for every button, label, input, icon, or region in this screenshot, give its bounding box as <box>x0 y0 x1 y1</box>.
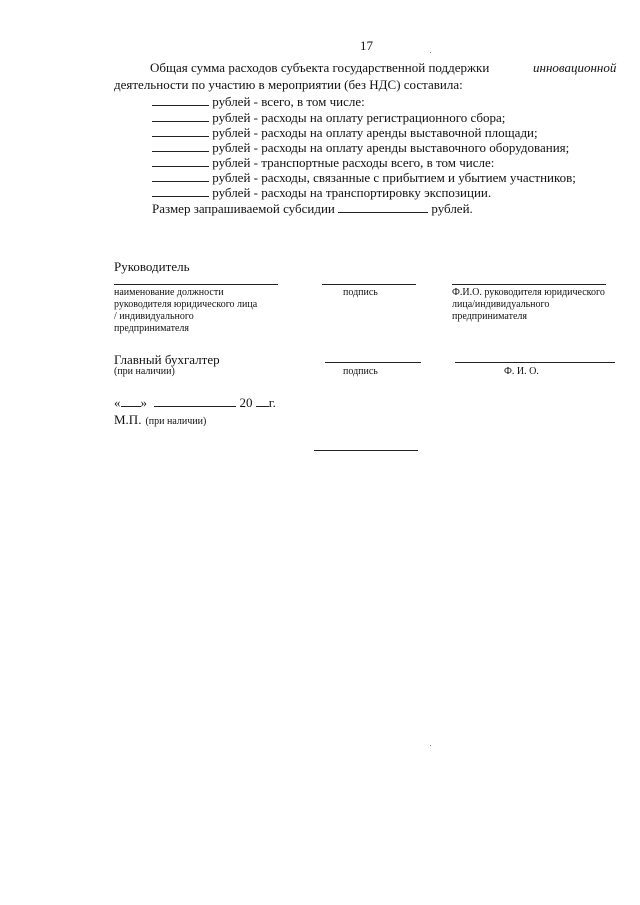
year-blank <box>256 395 269 407</box>
director-name-line <box>452 284 606 285</box>
expense-line <box>152 185 491 200</box>
accountant-name-caption: Ф. И. О. <box>504 366 539 377</box>
subsidy-amount-blank <box>338 201 428 213</box>
accountant-title: Главный бухгалтер <box>114 352 220 367</box>
expense-label: рублей - расходы, связанные с прибытием и убытием участников; <box>212 170 576 185</box>
accountant-note: (при наличии) <box>114 366 175 377</box>
date-line <box>114 395 276 410</box>
stamp-line <box>114 411 206 429</box>
expense-line <box>152 110 505 125</box>
intro-line-2: деятельности по участию в мероприятии (без НДС) составила: <box>114 77 463 92</box>
caption-line: лица/индивидуального <box>452 299 550 310</box>
director-title: Руководитель <box>114 259 190 274</box>
accountant-signature-caption: подпись <box>343 366 378 377</box>
director-signature-caption: подпись <box>343 287 378 298</box>
expense-line <box>152 155 494 170</box>
subsidy-line <box>152 201 473 216</box>
caption-line: предпринимателя <box>114 323 189 334</box>
caption-line: Ф.И.О. руководителя юридического <box>452 287 605 298</box>
expense-label: рублей - расходы на оплату аренды выставочной площади; <box>212 125 538 140</box>
stamp-label: М.П. <box>114 412 142 427</box>
date-close-quote: » <box>140 395 147 410</box>
expense-label: рублей - расходы на оплату регистрационного сбора; <box>212 110 506 125</box>
subsidy-suffix: рублей. <box>431 201 473 216</box>
date-open-quote: « <box>114 395 121 410</box>
scan-speck <box>430 52 431 53</box>
day-blank <box>121 395 141 407</box>
director-signature-line <box>322 284 416 285</box>
expense-label: рублей - расходы на оплату аренды выставочного оборудования; <box>212 140 570 155</box>
expense-line <box>152 125 538 140</box>
accountant-signature-line <box>325 362 421 363</box>
caption-line: / индивидуального <box>114 311 194 322</box>
page-number: 17 <box>360 38 373 53</box>
intro-line-1-left: Общая сумма расходов субъекта государственной поддержки <box>150 60 490 75</box>
amount-blank <box>152 140 209 152</box>
expense-label: рублей - транспортные расходы всего, в том числе: <box>212 155 495 170</box>
year-suffix: г. <box>268 395 276 410</box>
amount-blank <box>152 125 209 137</box>
accountant-name-line <box>455 362 615 363</box>
year-prefix: 20 <box>239 395 253 410</box>
scan-speck <box>430 745 431 746</box>
intro-line-1-right: инновационной <box>533 60 617 75</box>
expense-label: рублей - всего, в том числе: <box>212 94 365 109</box>
stamp-note: (при наличии) <box>145 416 207 427</box>
amount-blank <box>152 110 209 122</box>
amount-blank <box>152 185 209 197</box>
expense-label: рублей - расходы на транспортировку экспозиции. <box>212 185 492 200</box>
caption-line: руководителя юридического лица <box>114 299 258 310</box>
caption-line: наименование должности <box>114 287 224 298</box>
closing-separator <box>314 450 418 451</box>
amount-blank <box>152 155 209 167</box>
expense-line <box>152 170 576 185</box>
caption-line: предпринимателя <box>452 311 527 322</box>
director-position-line <box>114 284 278 285</box>
amount-blank <box>152 170 209 182</box>
expense-line <box>152 140 569 155</box>
expense-line <box>152 94 365 109</box>
amount-blank <box>152 94 209 106</box>
month-blank <box>154 395 236 407</box>
subsidy-prefix: Размер запрашиваемой субсидии <box>152 201 335 216</box>
